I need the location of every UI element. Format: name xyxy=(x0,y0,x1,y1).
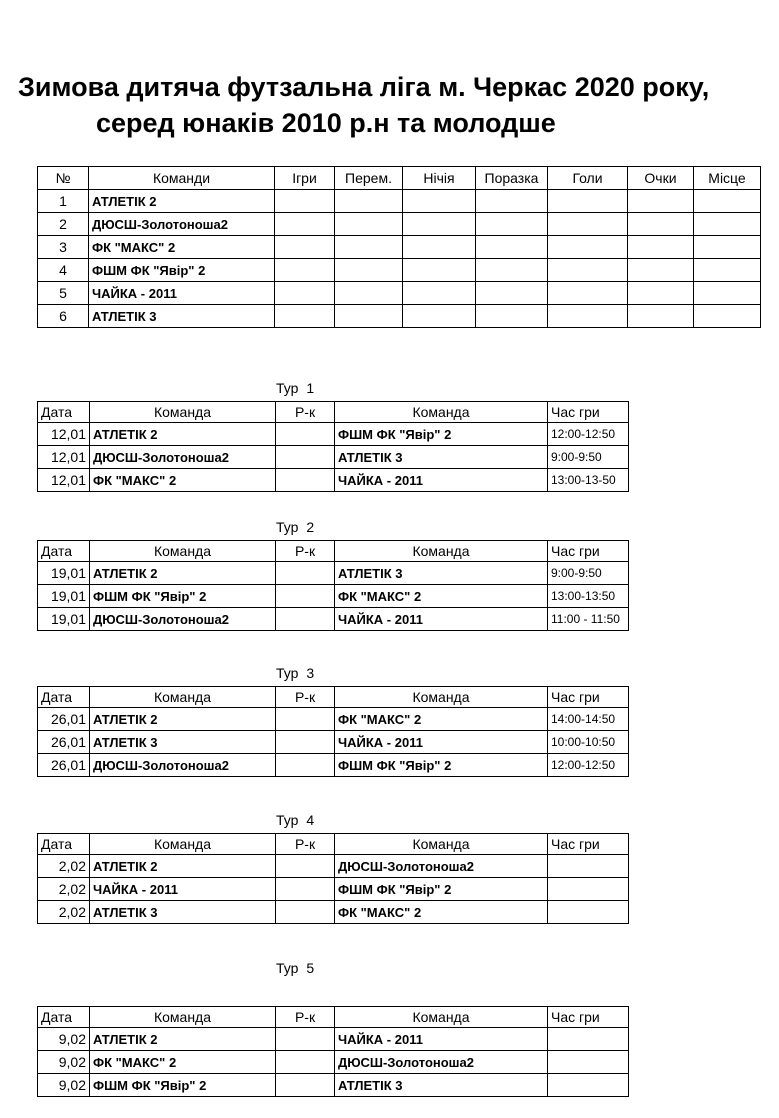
goals-cell xyxy=(548,190,628,213)
away-team: ФШМ ФК "Явір" 2 xyxy=(335,878,548,901)
team-name: ЧАЙКА - 2011 xyxy=(89,282,275,305)
header-draws: Нічія xyxy=(403,167,476,190)
games-cell xyxy=(275,282,335,305)
header-team-home: Команда xyxy=(90,834,276,855)
fixture-row xyxy=(38,754,629,777)
standings-row xyxy=(38,213,761,236)
losses-cell xyxy=(476,236,548,259)
wins-cell xyxy=(335,236,403,259)
games-cell xyxy=(275,190,335,213)
header-games: Ігри xyxy=(275,167,335,190)
page-title-line-2: серед юнаків 2010 р.н та молодше xyxy=(96,108,556,138)
header-place: Місце xyxy=(694,167,761,190)
match-score xyxy=(276,754,335,777)
round-2-label xyxy=(276,519,314,535)
round-number: 5 xyxy=(306,960,315,976)
team-number: 3 xyxy=(38,236,89,259)
header-team-away: Команда xyxy=(335,1007,548,1028)
fixture-row xyxy=(38,562,629,585)
header-team-away: Команда xyxy=(335,687,548,708)
fixture-header-row xyxy=(38,834,629,855)
points-cell xyxy=(628,236,694,259)
round-3-label xyxy=(276,665,314,681)
match-score xyxy=(276,1074,335,1097)
round-label-text: Тур xyxy=(276,812,299,828)
header-date: Дата xyxy=(38,834,90,855)
away-team: ФК "МАКС" 2 xyxy=(335,585,548,608)
match-time: 13:00-13-50 xyxy=(548,469,629,492)
match-time xyxy=(548,901,629,924)
games-cell xyxy=(275,213,335,236)
losses-cell xyxy=(476,259,548,282)
home-team: АТЛЕТІК 2 xyxy=(90,1028,276,1051)
team-number: 2 xyxy=(38,213,89,236)
games-cell xyxy=(275,305,335,328)
header-score: Р-к xyxy=(276,541,335,562)
match-time xyxy=(548,855,629,878)
match-score xyxy=(276,585,335,608)
match-date: 26,01 xyxy=(38,754,90,777)
match-score xyxy=(276,446,335,469)
header-wins: Перем. xyxy=(335,167,403,190)
away-team: ЧАЙКА - 2011 xyxy=(335,731,548,754)
team-name: АТЛЕТІК 3 xyxy=(89,305,275,328)
home-team: ФШМ ФК "Явір" 2 xyxy=(90,585,276,608)
home-team: ДЮСШ-Золотоноша2 xyxy=(90,608,276,631)
away-team: ФШМ ФК "Явір" 2 xyxy=(335,754,548,777)
standings-table xyxy=(37,166,761,328)
away-team: ФШМ ФК "Явір" 2 xyxy=(335,423,548,446)
round-label-text: Тур xyxy=(276,380,299,396)
losses-cell xyxy=(476,190,548,213)
header-number: № xyxy=(38,167,89,190)
fixture-header-row xyxy=(38,541,629,562)
games-cell xyxy=(275,259,335,282)
home-team: ФК "МАКС" 2 xyxy=(90,1051,276,1074)
fixture-row xyxy=(38,608,629,631)
header-team-home: Команда xyxy=(90,402,276,423)
losses-cell xyxy=(476,282,548,305)
place-cell xyxy=(694,259,761,282)
match-date: 9,02 xyxy=(38,1051,90,1074)
header-date: Дата xyxy=(38,541,90,562)
wins-cell xyxy=(335,259,403,282)
home-team: АТЛЕТІК 2 xyxy=(90,855,276,878)
match-score xyxy=(276,878,335,901)
round-2-table xyxy=(37,540,629,631)
team-name: АТЛЕТІК 2 xyxy=(89,190,275,213)
wins-cell xyxy=(335,282,403,305)
match-time xyxy=(548,878,629,901)
round-5-label xyxy=(276,960,314,976)
header-score: Р-к xyxy=(276,1007,335,1028)
match-date: 19,01 xyxy=(38,585,90,608)
header-team-away: Команда xyxy=(335,541,548,562)
fixture-row xyxy=(38,731,629,754)
round-label-text: Тур xyxy=(276,665,299,681)
standings-row xyxy=(38,305,761,328)
points-cell xyxy=(628,213,694,236)
home-team: АТЛЕТІК 3 xyxy=(90,901,276,924)
match-score xyxy=(276,855,335,878)
fixture-header-row xyxy=(38,402,629,423)
place-cell xyxy=(694,213,761,236)
draws-cell xyxy=(403,236,476,259)
wins-cell xyxy=(335,190,403,213)
goals-cell xyxy=(548,236,628,259)
goals-cell xyxy=(548,259,628,282)
round-number: 1 xyxy=(306,380,315,396)
place-cell xyxy=(694,305,761,328)
place-cell xyxy=(694,282,761,305)
home-team: АТЛЕТІК 2 xyxy=(90,423,276,446)
match-time: 10:00-10:50 xyxy=(548,731,629,754)
match-date: 9,02 xyxy=(38,1028,90,1051)
round-label-text: Тур xyxy=(276,519,299,535)
header-points: Очки xyxy=(628,167,694,190)
match-time xyxy=(548,1051,629,1074)
team-number: 4 xyxy=(38,259,89,282)
match-date: 9,02 xyxy=(38,1074,90,1097)
draws-cell xyxy=(403,190,476,213)
page-title-line-1: Зимова дитяча футзальна ліга м. Черкас 2020 року, xyxy=(18,72,710,102)
standings-row xyxy=(38,236,761,259)
header-time: Час гри xyxy=(548,402,629,423)
team-name: ФК "МАКС" 2 xyxy=(89,236,275,259)
header-time: Час гри xyxy=(548,1007,629,1028)
fixture-row xyxy=(38,585,629,608)
fixture-row xyxy=(38,901,629,924)
header-date: Дата xyxy=(38,402,90,423)
team-name: ДЮСШ-Золотоноша2 xyxy=(89,213,275,236)
header-score: Р-к xyxy=(276,687,335,708)
round-1-table xyxy=(37,401,629,492)
match-score xyxy=(276,562,335,585)
match-score xyxy=(276,731,335,754)
team-name: ФШМ ФК "Явір" 2 xyxy=(89,259,275,282)
team-number: 1 xyxy=(38,190,89,213)
match-date: 26,01 xyxy=(38,708,90,731)
header-time: Час гри xyxy=(548,541,629,562)
match-time: 12:00-12:50 xyxy=(548,423,629,446)
header-goals: Голи xyxy=(548,167,628,190)
header-team-away: Команда xyxy=(335,834,548,855)
match-score xyxy=(276,901,335,924)
match-score xyxy=(276,1051,335,1074)
fixture-row xyxy=(38,878,629,901)
fixture-row xyxy=(38,446,629,469)
points-cell xyxy=(628,190,694,213)
away-team: ФК "МАКС" 2 xyxy=(335,901,548,924)
fixture-row xyxy=(38,855,629,878)
points-cell xyxy=(628,259,694,282)
away-team: ФК "МАКС" 2 xyxy=(335,708,548,731)
goals-cell xyxy=(548,305,628,328)
away-team: ДЮСШ-Золотоноша2 xyxy=(335,1051,548,1074)
place-cell xyxy=(694,190,761,213)
match-time: 14:00-14:50 xyxy=(548,708,629,731)
match-score xyxy=(276,469,335,492)
header-time: Час гри xyxy=(548,834,629,855)
team-number: 6 xyxy=(38,305,89,328)
fixture-row xyxy=(38,1028,629,1051)
away-team: АТЛЕТІК 3 xyxy=(335,1074,548,1097)
match-time: 12:00-12:50 xyxy=(548,754,629,777)
match-score xyxy=(276,608,335,631)
away-team: АТЛЕТІК 3 xyxy=(335,562,548,585)
match-time: 11:00 - 11:50 xyxy=(548,608,629,631)
round-number: 2 xyxy=(306,519,315,535)
draws-cell xyxy=(403,259,476,282)
goals-cell xyxy=(548,213,628,236)
round-number: 4 xyxy=(306,812,315,828)
match-date: 26,01 xyxy=(38,731,90,754)
losses-cell xyxy=(476,213,548,236)
header-losses: Поразка xyxy=(476,167,548,190)
round-4-table xyxy=(37,833,629,924)
away-team: ЧАЙКА - 2011 xyxy=(335,469,548,492)
fixture-row xyxy=(38,1074,629,1097)
away-team: АТЛЕТІК 3 xyxy=(335,446,548,469)
match-score xyxy=(276,1028,335,1051)
wins-cell xyxy=(335,213,403,236)
team-number: 5 xyxy=(38,282,89,305)
round-5-table xyxy=(37,1006,629,1097)
home-team: ДЮСШ-Золотоноша2 xyxy=(90,446,276,469)
header-score: Р-к xyxy=(276,834,335,855)
match-score xyxy=(276,708,335,731)
match-time: 13:00-13:50 xyxy=(548,585,629,608)
match-time xyxy=(548,1028,629,1051)
draws-cell xyxy=(403,305,476,328)
fixture-row xyxy=(38,469,629,492)
header-team-home: Команда xyxy=(90,687,276,708)
fixture-header-row xyxy=(38,687,629,708)
games-cell xyxy=(275,236,335,259)
header-date: Дата xyxy=(38,687,90,708)
match-date: 19,01 xyxy=(38,562,90,585)
home-team: ДЮСШ-Золотоноша2 xyxy=(90,754,276,777)
fixture-header-row xyxy=(38,1007,629,1028)
home-team: ЧАЙКА - 2011 xyxy=(90,878,276,901)
match-time: 9:00-9:50 xyxy=(548,562,629,585)
header-team-home: Команда xyxy=(90,1007,276,1028)
losses-cell xyxy=(476,305,548,328)
round-4-label xyxy=(276,812,314,828)
away-team: ЧАЙКА - 2011 xyxy=(335,608,548,631)
home-team: АТЛЕТІК 2 xyxy=(90,562,276,585)
match-date: 2,02 xyxy=(38,855,90,878)
standings-row xyxy=(38,190,761,213)
round-number: 3 xyxy=(306,665,315,681)
place-cell xyxy=(694,236,761,259)
goals-cell xyxy=(548,282,628,305)
match-date: 2,02 xyxy=(38,878,90,901)
draws-cell xyxy=(403,282,476,305)
fixture-row xyxy=(38,708,629,731)
header-date: Дата xyxy=(38,1007,90,1028)
match-date: 19,01 xyxy=(38,608,90,631)
points-cell xyxy=(628,305,694,328)
match-score xyxy=(276,423,335,446)
header-teams: Команди xyxy=(89,167,275,190)
match-date: 2,02 xyxy=(38,901,90,924)
home-team: АТЛЕТІК 3 xyxy=(90,731,276,754)
match-date: 12,01 xyxy=(38,469,90,492)
home-team: ФШМ ФК "Явір" 2 xyxy=(90,1074,276,1097)
round-label-text: Тур xyxy=(276,960,299,976)
match-date: 12,01 xyxy=(38,446,90,469)
home-team: АТЛЕТІК 2 xyxy=(90,708,276,731)
round-3-table xyxy=(37,686,629,777)
points-cell xyxy=(628,282,694,305)
home-team: ФК "МАКС" 2 xyxy=(90,469,276,492)
fixture-row xyxy=(38,423,629,446)
standings-row xyxy=(38,259,761,282)
away-team: ДЮСШ-Золотоноша2 xyxy=(335,855,548,878)
match-time: 9:00-9:50 xyxy=(548,446,629,469)
round-1-label xyxy=(276,380,314,396)
away-team: ЧАЙКА - 2011 xyxy=(335,1028,548,1051)
header-team-away: Команда xyxy=(335,402,548,423)
fixture-row xyxy=(38,1051,629,1074)
header-score: Р-к xyxy=(276,402,335,423)
standings-row xyxy=(38,282,761,305)
header-team-home: Команда xyxy=(90,541,276,562)
match-date: 12,01 xyxy=(38,423,90,446)
standings-header-row xyxy=(38,167,761,190)
header-time: Час гри xyxy=(548,687,629,708)
draws-cell xyxy=(403,213,476,236)
match-time xyxy=(548,1074,629,1097)
wins-cell xyxy=(335,305,403,328)
